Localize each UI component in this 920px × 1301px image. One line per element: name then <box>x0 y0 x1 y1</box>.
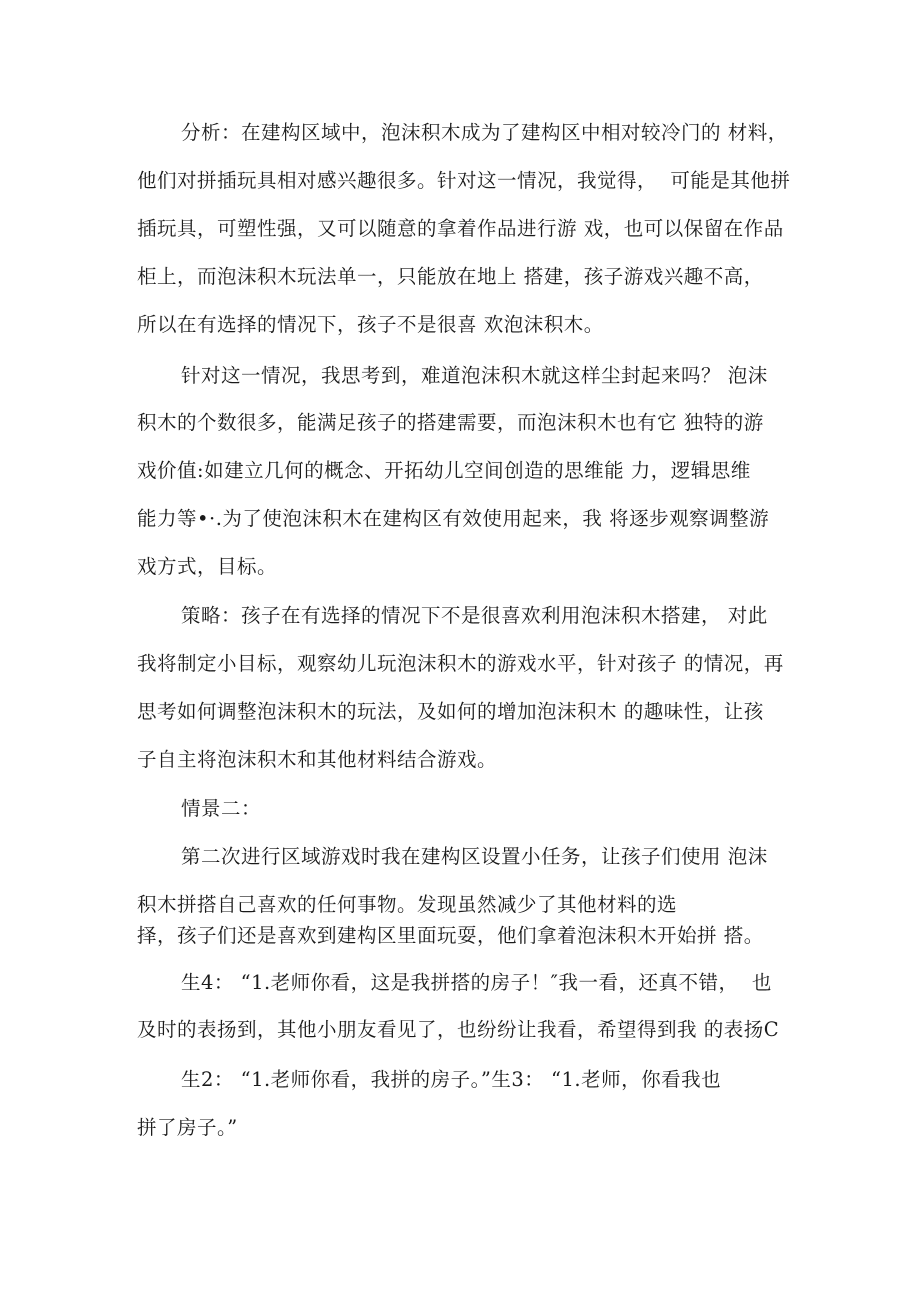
text-line-10: 戏方式，目标。 <box>137 555 278 578</box>
text-line-21: 生2： “1.老师你看，我拼的房子。”生3： “1.老师，你看我也 <box>181 1068 722 1091</box>
text-line-5: 所以在有选择的情况下，孩子不是很喜 欢泡沫积木。 <box>137 313 604 336</box>
text-line-22: 拼了房子。” <box>137 1116 238 1139</box>
text-line-19: 生4： “1.老师你看，这是我拼搭的房子！″我一看，还真不错， 也 <box>181 971 772 994</box>
section-heading: 情景二： <box>181 797 262 820</box>
text-line-16: 第二次进行区域游戏时我在建构区设置小任务，让孩子们使用 泡沫 <box>181 845 768 868</box>
text-line-18: 择，孩子们还是喜欢到建构区里面玩耍，他们拿着泡沫积木开始拼 搭。 <box>137 924 764 947</box>
text-line-12: 我将制定小目标，观察幼儿玩泡沫积木的游戏水平，针对孩子 的情况，再 <box>137 652 784 675</box>
text-line-3: 插玩具，可塑性强，又可以随意的拿着作品进行游 戏，也可以保留在作品 <box>137 217 784 240</box>
text-line-7: 积木的个数很多，能满足孩子的搭建需要，而泡沫积木也有它 独特的游 <box>137 411 764 434</box>
text-line-17: 积木拼搭自己喜欢的任何事物。发现虽然减少了其他材料的选 <box>137 893 678 916</box>
text-line-6: 针对这一情况，我思考到，难道泡沫积木就这样尘封起来吗？ 泡沫 <box>181 364 768 387</box>
text-line-9: 能力等•·.为了使泡沫积木在建构区有效使用起来，我 将逐步观察调整游 <box>137 507 770 530</box>
text-line-14: 子自主将泡沫积木和其他材料结合游戏。 <box>137 748 498 771</box>
text-line-1: 分析：在建构区域中，泡沫积木成为了建构区中相对较冷门的 材料， <box>181 121 788 144</box>
text-line-13: 思考如何调整泡沫积木的玩法，及如何的增加泡沫积木 的趣味性，让孩 <box>137 700 764 723</box>
text-line-20: 及时的表扬到，其他小朋友看见了，也纷纷让我看，希望得到我 的表扬C <box>137 1018 780 1041</box>
text-line-11: 策略：孩子在有选择的情况下不是很喜欢利用泡沫积木搭建， 对此 <box>181 604 768 627</box>
text-line-8: 戏价值:如建立几何的概念、开拓幼儿空间创造的思维能 力，逻辑思维 <box>137 459 751 482</box>
text-line-2: 他们对拼插玩具相对感兴趣很多。针对这一情况，我觉得， 可能是其他拼 <box>137 169 791 192</box>
text-line-4: 柜上，而泡沫积木玩法单一，只能放在地上 搭建，孩子游戏兴趣不高， <box>137 265 764 288</box>
